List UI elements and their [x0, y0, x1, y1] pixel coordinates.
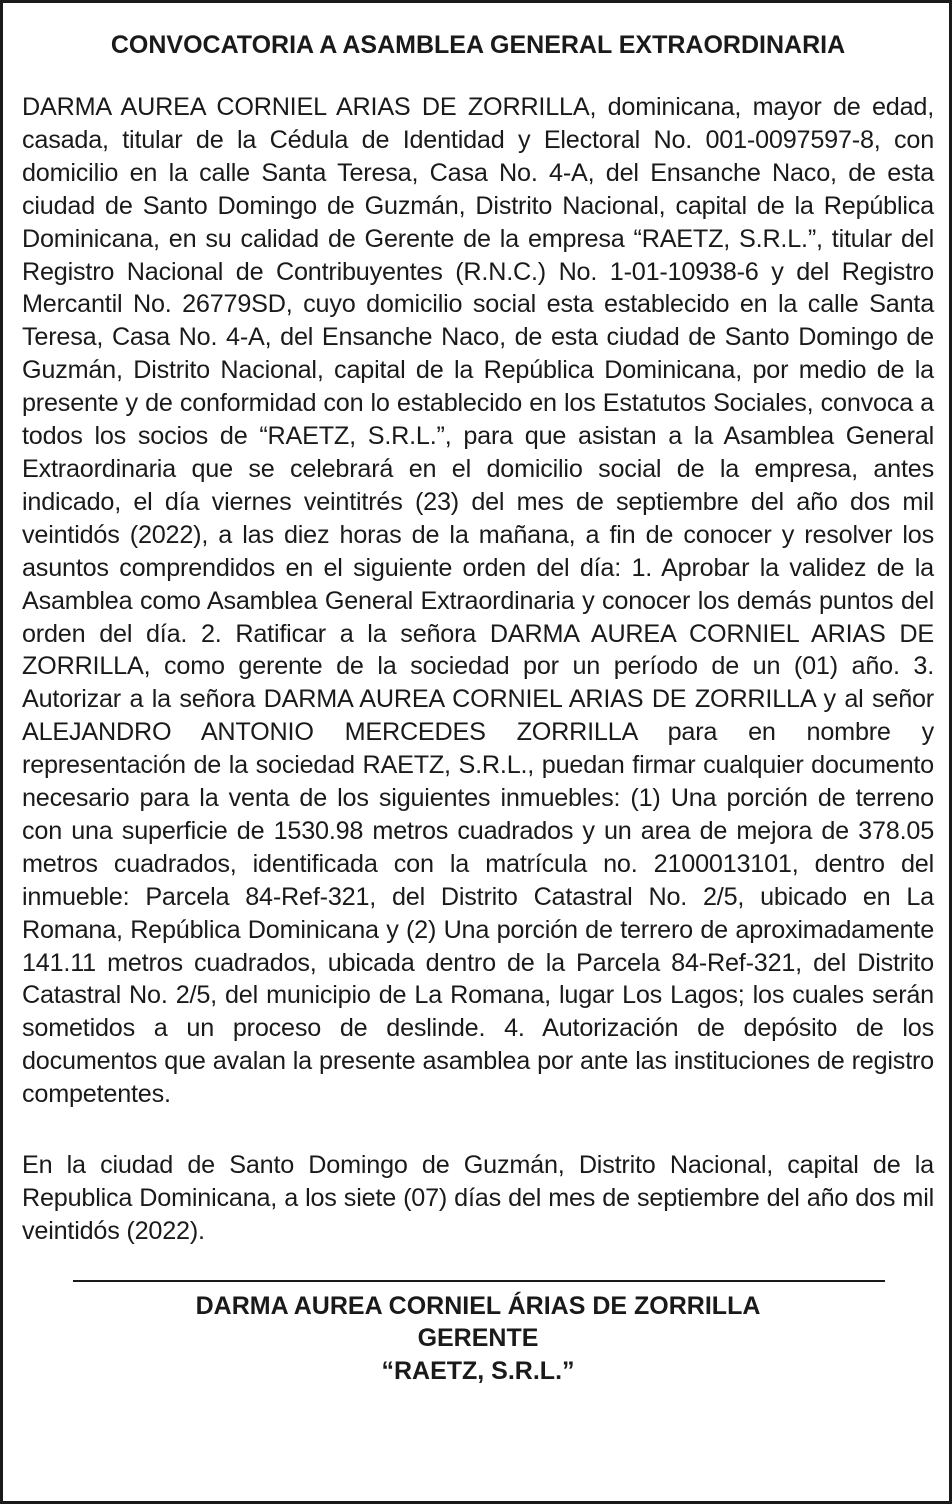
notice-closing: En la ciudad de Santo Domingo de Guzmán, Distrito Nacional, capital de la Republica Dominicana, a los siete (07) días del mes de septiembre del año dos mil veintidós (2022). [22, 1151, 934, 1245]
signature-line [73, 1280, 885, 1282]
signature-block [22, 1290, 934, 1388]
signatory-name: DARMA AUREA CORNIEL ÁRIAS DE ZORRILLA [195, 1291, 761, 1320]
signatory-role: GERENTE [417, 1324, 539, 1353]
notice-body: DARMA AUREA CORNIEL ARIAS DE ZORRILLA, dominicana, mayor de edad, casada, titular de la Cédula de Identidad y Electoral No. 001-0097597-8, con domicilio en la calle Santa Teresa, Casa No. 4-A, del Ensanche Naco, de esta ciudad de Santo Domingo de Guzmán, Distrito Nacional, capital de la República Dominicana, en su calidad de Gerente de la empresa “RAETZ, S.R.L.”, titular del Registro Nacional de Contribuyentes (R.N.C.) No. 1-01-10938-6 y del Registro Mercantil No. 26779SD, cuyo domicilio social esta establecido en la calle Santa Teresa, Casa No. 4-A, del Ensanche Naco, de esta ciudad de Santo Domingo de Guzmán, Distrito Nacional, capital de la República Dominicana, por medio de la presente y de conformidad con lo establecido en los Estatutos Sociales, convoca a todos los socios de “RAETZ, S.R.L.”, para que asistan a la Asamblea General Extraordinaria que se celebrará en el domicilio social de la empresa, antes indicado, el día viernes veintitrés (23) del mes de septiembre del año dos mil veintidós (2022), a las diez horas de la mañana, a fin de conocer y resolver los asuntos comprendidos en el siguiente orden del día: 1. Aprobar la validez de la Asamblea como Asamblea General Extraordinaria y conocer los demás puntos del orden del día. 2. Ratificar a la señora DARMA AUREA CORNIEL ARIAS DE ZORRILLA, como gerente de la sociedad por un período de un (01) año. 3. Autorizar a la señora DARMA AUREA CORNIEL ARIAS DE ZORRILLA y al señor ALEJANDRO ANTONIO MERCEDES ZORRILLA para en nombre y representación de la sociedad RAETZ, S.R.L., puedan firmar cualquier documento necesario para la venta de los siguientes inmuebles: (1) Una porción de terreno con una superficie de 1530.98 metros cuadrados y un area de mejora de 378.05 metros cuadrados, identificada con la matrícula no. 2100013101, dentro del inmueble: Parcela 84-Ref-321, del Distrito Catastral No. 2/5, ubicado en La Romana, República Dominicana y (2) Una porción de terrero de aproximadamente 141.11 metros cuadrados, ubicada dentro de la Parcela 84-Ref-321, del Distrito Catastral No. 2/5, del municipio de La Romana, lugar Los Lagos; los cuales serán sometidos a un proceso de deslinde. 4. Autorización de depósito de los documentos que avalan la presente asamblea por ante las instituciones de registro competentes. [22, 93, 934, 1109]
signatory-company: “RAETZ, S.R.L.” [381, 1356, 575, 1385]
notice-title: CONVOCATORIA A ASAMBLEA GENERAL EXTRAORDINARIA [110, 31, 846, 59]
